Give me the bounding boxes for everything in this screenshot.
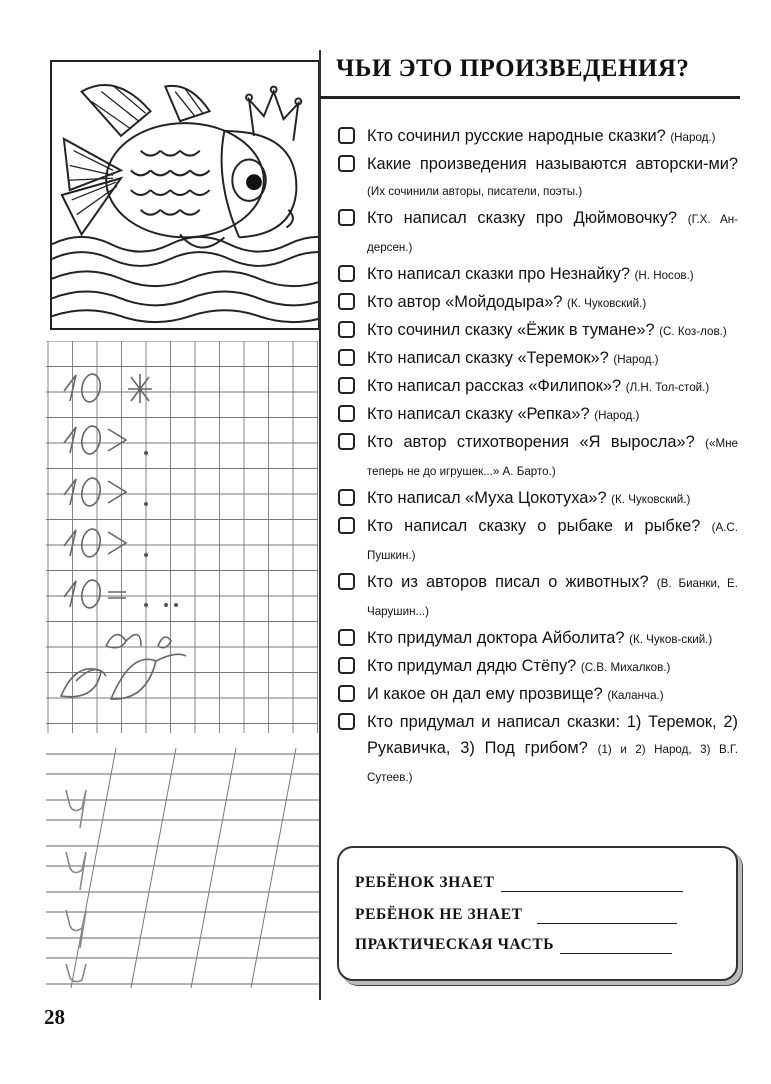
checkbox[interactable]: [338, 377, 355, 394]
question-text: И какое он дал ему прозвище?: [367, 685, 603, 703]
knows-row: [355, 874, 683, 892]
copybook-grid: [46, 341, 318, 741]
answer-hint: (1) и 2) Народ, 3) В.Г. Сутеев.): [367, 743, 738, 784]
answer-hint: (С. Коз-лов.): [659, 325, 727, 338]
title-underline: [320, 96, 740, 99]
checkbox[interactable]: [338, 657, 355, 674]
question-item: [338, 289, 738, 317]
question-text: Кто придумал доктора Айболита?: [367, 629, 625, 647]
answer-hint: (К. Чуков-ский.): [629, 633, 713, 646]
question-text: Кто написал сказку про Дюймовочку?: [367, 209, 678, 227]
checkbox[interactable]: [338, 209, 355, 226]
question-item: [338, 401, 738, 429]
question-text: Кто написал рассказ «Филипок»?: [367, 377, 622, 395]
question-text: Кто сочинил русские народные сказки?: [367, 127, 666, 145]
question-list: [338, 123, 738, 791]
column-divider: [319, 50, 321, 1000]
question-text: Кто написал сказку о рыбаке и рыбке?: [367, 517, 701, 535]
question-item: [338, 205, 738, 261]
checkbox[interactable]: [338, 517, 355, 534]
question-item: [338, 123, 738, 151]
handwriting-lines: [46, 748, 320, 988]
question-item: [338, 373, 738, 401]
question-text: Кто сочинил сказку «Ёжик в тумане»?: [367, 321, 655, 339]
lines-drawing: [46, 748, 320, 988]
question-item: [338, 709, 738, 791]
question-item: [338, 653, 738, 681]
checkbox[interactable]: [338, 321, 355, 338]
not-knows-blank[interactable]: [537, 922, 677, 924]
question-text: Кто автор «Мойдодыра»?: [367, 293, 563, 311]
answer-hint: (Н. Носов.): [634, 269, 694, 282]
question-item: [338, 625, 738, 653]
question-item: [338, 513, 738, 569]
question-item: [338, 485, 738, 513]
question-text: Кто написал сказку «Теремок»?: [367, 349, 609, 367]
fish-illustration: [50, 60, 320, 330]
answer-hint: (Народ.): [594, 409, 640, 422]
practice-label: ПРАКТИЧЕСКАЯ ЧАСТЬ: [355, 936, 555, 953]
grid-drawing: [46, 341, 318, 741]
answer-hint: (А.С. Пушкин.): [367, 521, 738, 562]
question-text: Кто автор стихотворения «Я выросла»?: [367, 433, 695, 451]
knows-blank[interactable]: [501, 890, 683, 892]
question-item: [338, 681, 738, 709]
not-knows-row: [355, 906, 677, 924]
answer-hint: (Народ.): [613, 353, 659, 366]
checkbox[interactable]: [338, 489, 355, 506]
checkbox[interactable]: [338, 127, 355, 144]
question-item: [338, 261, 738, 289]
answer-hint: (В. Бианки, Е. Чарушин...): [367, 577, 738, 618]
assessment-card: [337, 846, 738, 981]
knows-label: РЕБЁНОК ЗНАЕТ: [355, 874, 495, 891]
not-knows-label: РЕБЁНОК НЕ ЗНАЕТ: [355, 906, 523, 923]
question-item: [338, 429, 738, 485]
question-text: Какие произведения называются авторски-ми?: [367, 155, 738, 173]
checkbox[interactable]: [338, 573, 355, 590]
checkbox[interactable]: [338, 629, 355, 646]
answer-hint: (К. Чуковский.): [567, 297, 647, 310]
checkbox[interactable]: [338, 433, 355, 450]
answer-hint: (К. Чуковский.): [611, 493, 691, 506]
question-text: Кто написал сказки про Незнайку?: [367, 265, 630, 283]
question-text: Кто придумал и написал сказки: 1) Теремок, 2) Рукавичка, 3) Под грибом?: [367, 713, 738, 757]
question-text: Кто написал сказку «Репка»?: [367, 405, 590, 423]
answer-hint: (С.В. Михалков.): [580, 661, 671, 674]
practice-blank[interactable]: [560, 952, 672, 954]
question-text: Кто написал «Муха Цокотуха»?: [367, 489, 607, 507]
page-number: 28: [44, 1005, 65, 1029]
practice-row: [355, 936, 672, 954]
question-item: [338, 569, 738, 625]
answer-hint: («Мне теперь не до игрушек...» А. Барто.): [367, 437, 738, 478]
question-text: Кто придумал дядю Стёпу?: [367, 657, 577, 675]
checkbox[interactable]: [338, 349, 355, 366]
answer-hint: (Г.Х. Ан-дерсен.): [367, 213, 738, 254]
question-item: [338, 317, 738, 345]
checkbox[interactable]: [338, 293, 355, 310]
checkbox[interactable]: [338, 713, 355, 730]
page-title: ЧЬИ ЭТО ПРОИЗВЕДЕНИЯ?: [336, 55, 690, 82]
answer-hint: (Народ.): [670, 131, 716, 144]
answer-hint: (Л.Н. Тол-стой.): [625, 381, 710, 394]
question-text: Кто из авторов писал о животных?: [367, 573, 649, 591]
answer-hint: (Их сочинили авторы, писатели, поэты.): [367, 185, 583, 198]
fish-drawing: [52, 62, 318, 328]
checkbox[interactable]: [338, 405, 355, 422]
question-item: [338, 151, 738, 205]
checkbox[interactable]: [338, 685, 355, 702]
checkbox[interactable]: [338, 265, 355, 282]
answer-hint: (Каланча.): [607, 689, 664, 702]
checkbox[interactable]: [338, 155, 355, 172]
question-item: [338, 345, 738, 373]
